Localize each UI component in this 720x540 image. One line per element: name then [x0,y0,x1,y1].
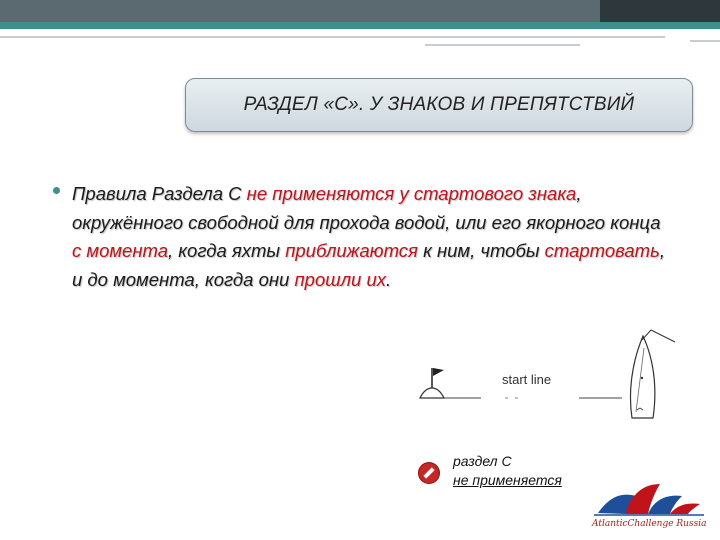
paragraph-text: , когда яхты [168,240,286,261]
paragraph-text: . [386,268,392,290]
yacht-icon [630,336,654,418]
committee-boat-icon [420,388,444,398]
yacht-mast-icon [641,377,643,379]
legend-line-2: не применяется [453,472,562,488]
start-line-label: start line [502,372,552,387]
paragraph-text: Правила Раздела C [72,183,247,204]
logo-icon [594,484,704,515]
slide-title: РАЗДЕЛ «С». У ЗНАКОВ И ПРЕПЯТСТВИЙ [243,94,635,115]
flag-icon [433,368,444,376]
legend-label [453,452,562,490]
no-entry-icon [419,463,439,483]
paragraph-text: к ним, чтобы [417,240,545,261]
highlighted-term: с момента [72,240,169,261]
sail-line [651,330,675,342]
paragraph-text: , окружённого свободной для прохода водой, или его якорного конца [72,183,661,233]
legend-line-1: раздел С [453,453,512,469]
highlighted-term: стартовать [544,240,660,261]
paragraph-text: , и до момента, когда они [72,240,665,290]
logo-text: AtlanticChallenge Russia [592,519,707,529]
sail-line [642,330,651,340]
highlighted-term: приближаются [285,240,418,261]
highlighted-term: прошли их [294,268,386,290]
highlighted-term: не применяются у стартового знака [246,183,577,204]
